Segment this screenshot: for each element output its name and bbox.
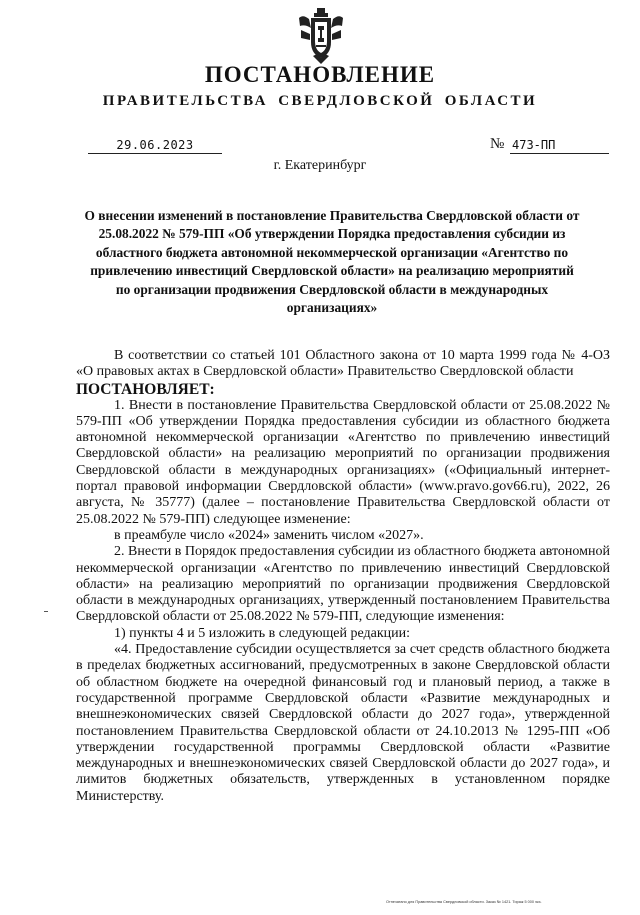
document-type-heading: ПОСТАНОВЛЕНИЕ [204,62,436,87]
margin-mark [44,611,48,612]
number-sign: № [490,136,505,152]
clause-1-paragraph: 1. Внести в постановление Правительства Свердловской области от 25.08.2022 № 579-ПП «Об утверждении Порядка предоставления субсидии из областного бюджета автономной некоммерческой организации «Агентство по привлечению инвестиций Свердловской области» на реализацию мероприятий по организации продвижения Свердловской области в международных организациях» («Официальный интернет-портал правовой информации Свердловской области» (www.pravo.gov66.ru), 2022, 26 августа, № 35777) (далее – постановление Правительства Свердловской области от 25.08.2022 № 579-ПП) следующее изменение: [76,397,610,527]
preamble-paragraph: В соответствии со статьей 101 Областного закона от 10 марта 1999 года № 4-ОЗ «О правовых актах в Свердловской области» Правительство Свердловской области [76,348,610,380]
document-date: 29.06.2023 [88,138,222,154]
city-line: г. Екатеринбург [273,158,367,173]
coat-of-arms-emblem [297,8,345,64]
clause-2-item-1: 1) пункты 4 и 5 изложить в следующей редакции: [114,625,411,641]
document-body [76,348,610,805]
decree-heading: ПОСТАНОВЛЯЕТ: [76,380,215,398]
issuing-authority-heading: ПРАВИТЕЛЬСТВА СВЕРДЛОВСКОЙ ОБЛАСТИ [102,93,538,109]
print-footer: Отпечатано для Правительства Свердловской области. Заказ № 1421. Тираж 5 000 экз. [386,900,542,904]
clause-1-subparagraph: в преамбуле число «2024» заменить числом «2027». [114,527,424,543]
document-title: О внесении изменений в постановление Правительства Свердловской области от 25.08.2022 № 579-ПП «Об утверждении Порядка предоставления субсидии из областного бюджета автономной некоммерческой организации «Агентство по привлечению инвестиций Свердловской области» на реализацию мероприятий по организации продвижения Свердловской области в международных организациях» [84,208,580,316]
clause-2-paragraph: 2. Внести в Порядок предоставления субсидии из областного бюджета автономной некоммерческой организации «Агентство по привлечению инвестиций Свердловской области» на реализацию мероприятий по организации продвижения Свердловской области в международных организациях, утвержденный постановлением Правительства Свердловской области от 25.08.2022 № 579-ПП, следующие изменения: [76,544,610,625]
clause-2-item-1-text: «4. Предоставление субсидии осуществляется за счет средств областного бюджета в пределах бюджетных ассигнований, предусмотренных в законе Свердловской области об областном бюджете на очередной финансовый год и плановый период, а также в государственной программе Свердловской области «Развитие международных и внешнеэкономических связей Свердловской области до 2027 года», утвержденной постановлением Правительства Свердловской области от 24.10.2013 № 1295-ПП «Об утверждении государственной программы Свердловской области «Развитие международных и внешнеэкономических связей Свердловской области до 2027 года», и лимитов бюджетных обязательств, утвержденных в установленном порядке Министерству. [76,642,610,804]
document-number: 473-ПП [510,138,609,154]
